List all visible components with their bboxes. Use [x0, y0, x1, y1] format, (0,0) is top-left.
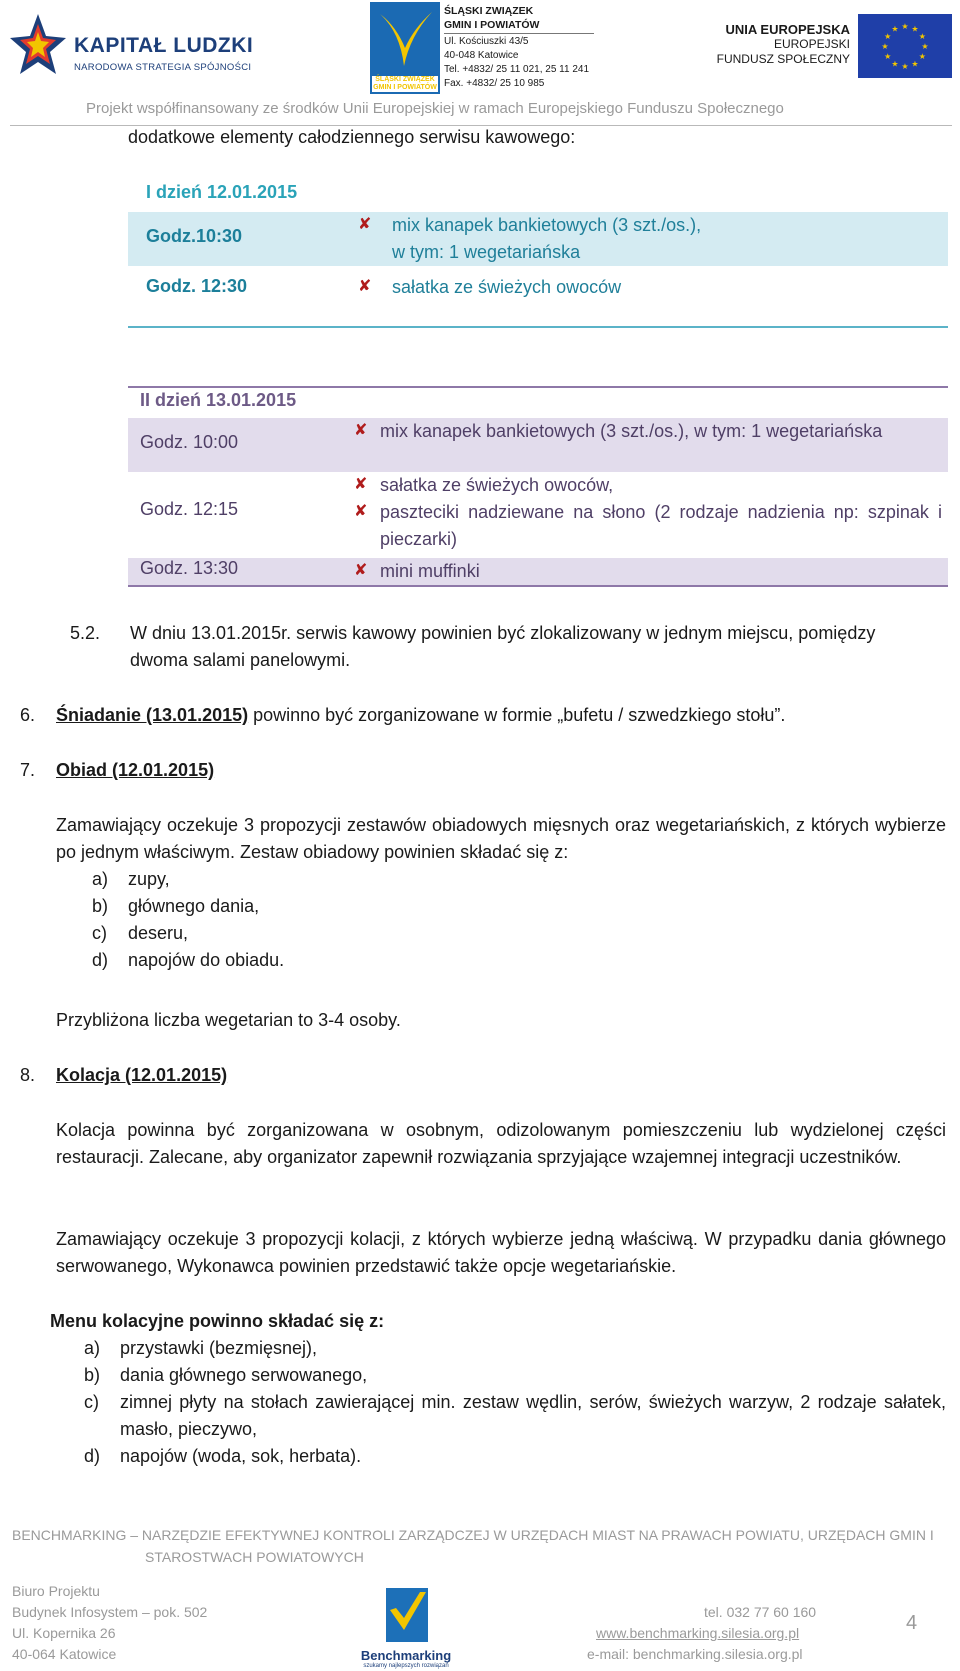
point-5-2-number: 5.2. [70, 623, 101, 643]
x-bullet-icon: ✘ [358, 216, 372, 233]
point-6-text: powinno być zorganizowane w formie „bufetu / szwedzkiego stołu”. [248, 705, 786, 725]
list-item [92, 893, 492, 920]
footer-website-link[interactable]: www.benchmarking.silesia.org.pl [596, 1625, 800, 1641]
footer-office-2: Budynek Infosystem – pok. 502 [12, 1604, 208, 1620]
list-item-text: deseru, [128, 923, 189, 943]
eu-flag-icon [858, 14, 952, 78]
eu-star-icon: ★ [911, 59, 919, 69]
list-item-key: d) [92, 950, 109, 970]
benchmarking-logo [356, 1584, 456, 1668]
list-item-key: c) [92, 923, 107, 943]
point-6-title: Śniadanie (13.01.2015) [56, 705, 249, 725]
eu-star-icon: ★ [901, 62, 909, 71]
day1-row-1-item-2: w tym: 1 wegetariańska [392, 242, 581, 262]
list-item-text: przystawki (bezmięsnej), [120, 1338, 318, 1358]
x-bullet-icon: ✘ [354, 476, 368, 493]
day2-time-3: Godz. 13:30 [140, 558, 239, 578]
list-item-key: a) [84, 1338, 101, 1358]
day2-item-3: paszteciki nadziewane na słono (2 rodzaje nadzienia np: szpinak i pieczarki) [380, 502, 942, 549]
point-5-2-text: W dniu 13.01.2015r. serwis kawowy powinien być zlokalizowany w jednym miejscu, pomiędzy dwoma salami panelowymi. [130, 623, 876, 670]
sz-tel: Tel. +4832/ 25 11 021, 25 11 241 [444, 64, 590, 75]
slaski-zwiazek-emblem [370, 2, 440, 94]
day2-time-2: Godz. 12:15 [140, 499, 239, 519]
point-7-note: Przybliżona liczba wegetarian to 3-4 osoby. [56, 1010, 401, 1030]
kapital-ludzki-logo [8, 10, 258, 90]
list-item [84, 1389, 946, 1443]
footer-project-line-2: STAROSTWACH POWIATOWYCH [145, 1549, 364, 1565]
slaski-zwiazek-emblem-caption: ŚLĄSKI ZWIĄZEK GMIN I POWIATÓW [373, 76, 437, 91]
list-item [84, 1443, 946, 1470]
sz-address-line-1: Ul. Kościuszki 43/5 [444, 36, 529, 47]
ue-line-2: EUROPEJSKI [773, 37, 850, 51]
coffee-service-intro: dodatkowe elementy całodziennego serwisu kawowego: [128, 127, 576, 147]
point-8-title: Kolacja (12.01.2015) [56, 1065, 228, 1085]
sz-name-line-1: ŚLĄSKI ZWIĄZEK [444, 5, 534, 17]
day1-row-1 [128, 212, 948, 266]
list-item [92, 920, 492, 947]
point-6-line [56, 702, 946, 729]
day2-bottom-rule [128, 585, 948, 587]
point-8-paragraph-1: Kolacja powinna być zorganizowana w osobnym, odizolowanym pomieszczeniu lub wydzielonej części restauracji. Zalecane, aby organizator zapewnił rozwiązania sprzyjające wzajemnej integracji uczestników. [56, 1120, 946, 1167]
day2-time-1: Godz. 10:00 [140, 432, 239, 452]
ue-text [712, 22, 850, 67]
eu-star-icon: ★ [881, 42, 889, 51]
list-item-text: dania głównego serwowanego, [120, 1365, 368, 1385]
day1-row-2-item-1: sałatka ze świeżych owoców [392, 277, 622, 297]
day1-row-1-item-1: mix kanapek bankietowych (3 szt./os.), [392, 215, 702, 235]
point-6-number: 6. [20, 705, 36, 725]
x-bullet-icon: ✘ [358, 278, 372, 295]
sz-name-line-2: GMIN I POWIATÓW [444, 19, 540, 31]
eu-star-icon: ★ [918, 52, 926, 61]
ue-line-1: UNIA EUROPEJSKA [725, 22, 850, 37]
slaski-zwiazek-logo [370, 2, 610, 94]
eu-star-icon: ★ [891, 59, 899, 69]
sz-fax: Fax. +4832/ 25 10 985 [444, 78, 545, 89]
footer-office-1: Biuro Projektu [12, 1583, 100, 1599]
eu-star-icon: ★ [921, 42, 929, 51]
list-item-text: napojów (woda, sok, herbata). [120, 1446, 362, 1466]
page-number: 4 [906, 1612, 918, 1634]
list-item-key: b) [92, 896, 109, 916]
point-7-title: Obiad (12.01.2015) [56, 760, 215, 780]
point-8-paragraph-2: Zamawiający oczekuje 3 propozycji kolacji, z których wybierze jedną właściwą. W przypadku dania głównego serwowanego, Wykonawca powinien przedstawić także opcje wegetariańskie. [56, 1229, 946, 1276]
day2-top-rule [128, 386, 948, 388]
list-item-key: d) [84, 1446, 101, 1466]
menu-title: Menu kolacyjne powinno składać się z: [50, 1311, 385, 1331]
list-item-text: zupy, [128, 869, 170, 889]
benchmarking-tagline: szukamy najlepszych rozwiązań [363, 1663, 449, 1669]
footer-tel: tel. 032 77 60 160 [704, 1604, 817, 1620]
kapital-ludzki-title: KAPITAŁ LUDZKI [74, 34, 254, 57]
list-item [84, 1362, 946, 1389]
kapital-ludzki-subtitle: NARODOWA STRATEGIA SPÓJNOŚCI [74, 62, 252, 73]
cofinanced-notice: Projekt współfinansowany ze środków Unii Europejskiej w ramach Europejskiego Funduszu Społecznego [86, 100, 784, 117]
footer-project-line-1: BENCHMARKING – NARZĘDZIE EFEKTYWNEJ KONTROLI ZARZĄDCZEJ W URZĘDACH MIAST NA PRAWACH POWIATU, URZĘDACH GMIN I [12, 1527, 934, 1543]
list-item-key: a) [92, 869, 109, 889]
ue-line-3: FUNDUSZ SPOŁECZNY [716, 52, 850, 66]
sz-separator [444, 33, 594, 34]
point-7-number: 7. [20, 760, 36, 780]
eu-star-icon: ★ [884, 52, 892, 61]
benchmarking-caption: Benchmarking [360, 1648, 452, 1663]
list-item-key: b) [84, 1365, 101, 1385]
point-7-paragraph: Zamawiający oczekuje 3 propozycji zestawów obiadowych mięsnych oraz wegetariańskich, z których wybierze po jednym właściwym. Zestaw obiadowy powinien składać się z: [56, 815, 946, 862]
day2-title: II dzień 13.01.2015 [140, 390, 297, 410]
slaski-zwiazek-address [444, 4, 594, 91]
day1-row-1-time: Godz.10:30 [146, 226, 243, 246]
day2-item-1: mix kanapek bankietowych (3 szt./os.), w tym: 1 wegetariańska [380, 421, 883, 441]
eu-star-icon: ★ [891, 24, 899, 34]
list-item-text: zimnej płyty na stołach zawierającej min. zestaw wędlin, serów, świeżych warzyw, 2 rodzaje sałatek, masło, pieczywo, [120, 1392, 946, 1439]
day1-row-2 [128, 268, 948, 312]
footer-office-4: 40-064 Katowice [12, 1646, 117, 1662]
x-bullet-icon: ✘ [354, 422, 368, 439]
footer-office-3: Ul. Kopernika 26 [12, 1625, 116, 1641]
list-item [92, 866, 492, 893]
slaski-zwiazek-v-icon [370, 2, 440, 76]
list-item [92, 947, 492, 974]
x-bullet-icon: ✘ [354, 562, 368, 579]
x-bullet-icon: ✘ [354, 503, 368, 520]
list-item-text: napojów do obiadu. [128, 950, 285, 970]
day1-title: I dzień 12.01.2015 [146, 182, 298, 202]
eu-star-icon: ★ [918, 32, 926, 41]
kapital-ludzki-star-icon [8, 10, 68, 88]
footer-email: e-mail: benchmarking.silesia.org.pl [587, 1646, 803, 1662]
list-item-key: c) [84, 1392, 99, 1412]
day2-item-2: sałatka ze świeżych owoców, [380, 475, 614, 495]
sz-address-line-2: 40-048 Katowice [444, 50, 519, 61]
day1-bottom-rule [128, 326, 948, 328]
page-header [0, 0, 960, 128]
unia-europejska-logo [712, 14, 952, 84]
point-8-number: 8. [20, 1065, 36, 1085]
benchmarking-emblem-icon [356, 1584, 456, 1648]
eu-star-icon: ★ [884, 32, 892, 41]
list-item-text: głównego dania, [128, 896, 260, 916]
list-item [84, 1335, 946, 1362]
day2-item-4: mini muffinki [380, 561, 480, 581]
eu-star-icon: ★ [911, 24, 919, 34]
eu-star-icon: ★ [901, 22, 909, 31]
day1-row-2-time: Godz. 12:30 [146, 276, 248, 296]
